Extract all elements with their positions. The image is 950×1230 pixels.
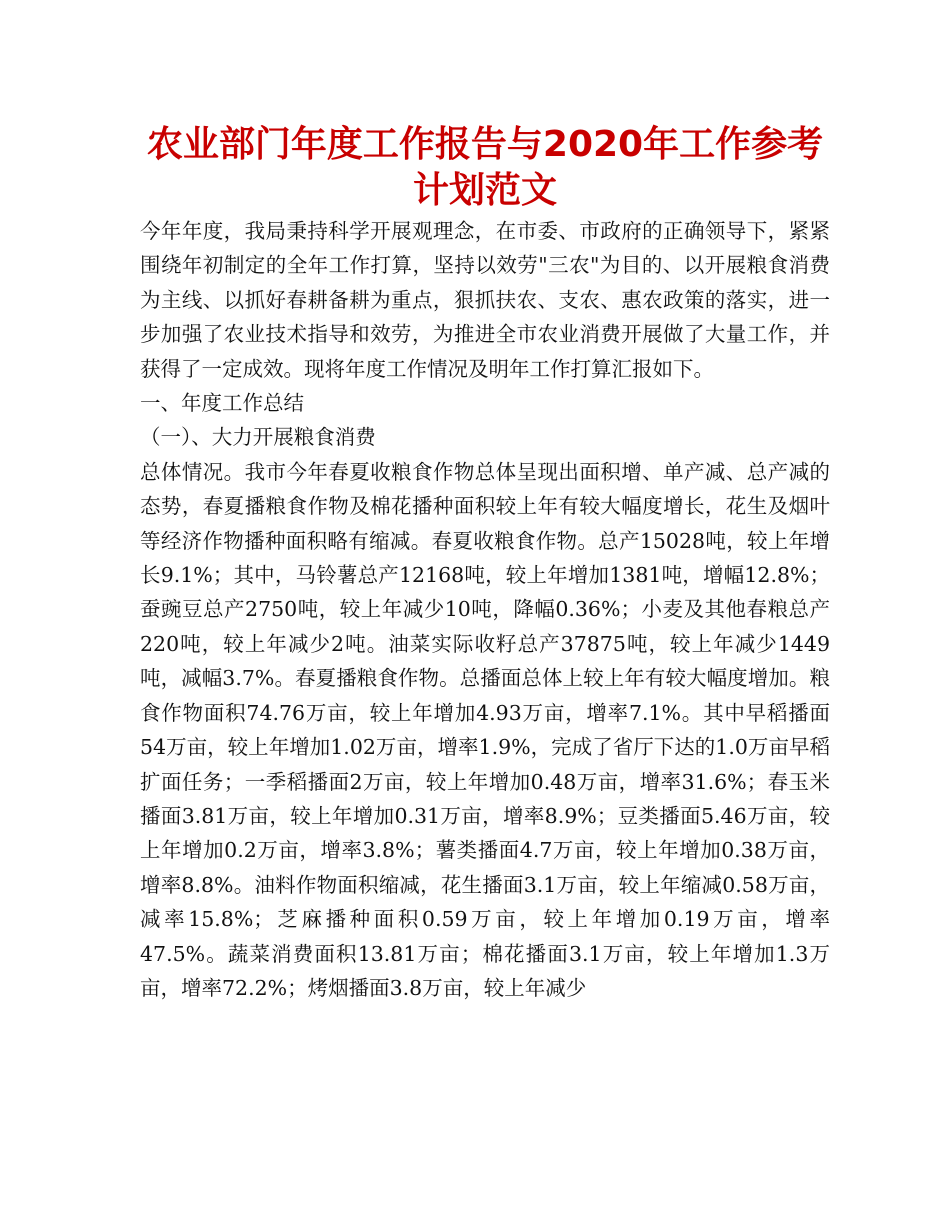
- intro-paragraph: 今年年度，我局秉持科学开展观理念，在市委、市政府的正确领导下，紧紧围绕年初制定的全年工作打算，坚持以效劳"三农"为目的、以开展粮食消费为主线、以抓好春耕备耕为重点，狠抓扶农、支农、惠农政策的落实，进一步加强了农业技术指导和效劳，为推进全市农业消费开展做了大量工作，并获得了一定成效。现将年度工作情况及明年工作打算汇报如下。: [140, 219, 830, 381]
- title-line-1: 农业部门年度工作报告与2020年工作参考: [146, 124, 824, 165]
- document-title: [140, 0, 830, 214]
- subsection-heading-1: （一）、大力开展粮食消费: [140, 425, 376, 450]
- section-heading-1: 一、年度工作总结: [140, 391, 304, 416]
- document-body: [140, 214, 830, 1005]
- overview-paragraph: 总体情况。我市今年春夏收粮食作物总体呈现出面积增、单产减、总产减的态势，春夏播粮食作物及棉花播种面积较上年有较大幅度增长，花生及烟叶等经济作物播种面积略有缩减。春夏收粮食作物。总产15028吨，较上年增长9.1%；其中，马铃薯总产12168吨，较上年增加1381吨，增幅12.8%；蚕豌豆总产2750吨，较上年减少10吨，降幅0.36%；小麦及其他春粮总产220吨，较上年减少2吨。油菜实际收籽总产37875吨，较上年减少1449吨，减幅3.7%。春夏播粮食作物。总播面总体上较上年有较大幅度增加。粮食作物面积74.76万亩，较上年增加4.93万亩，增率7.1%。其中早稻播面54万亩，较上年增加1.02万亩，增率1.9%，完成了省厅下达的1.0万亩早稻扩面任务；一季稻播面2万亩，较上年增加0.48万亩，增率31.6%；春玉米播面3.81万亩，较上年增加0.31万亩，增率8.9%；豆类播面5.46万亩，较上年增加0.2万亩，增率3.8%；薯类播面4.7万亩，较上年增加0.38万亩，增率8.8%。油料作物面积缩减，花生播面3.1万亩，较上年缩减0.58万亩，减率15.8%；芝麻播种面积0.59万亩，较上年增加0.19万亩，增率47.5%。蔬菜消费面积13.81万亩；棉花播面3.1万亩，较上年增加1.3万亩，增率72.2%；烤烟播面3.8万亩，较上年减少: [140, 459, 830, 1000]
- title-line-2: 计划范文: [412, 170, 557, 211]
